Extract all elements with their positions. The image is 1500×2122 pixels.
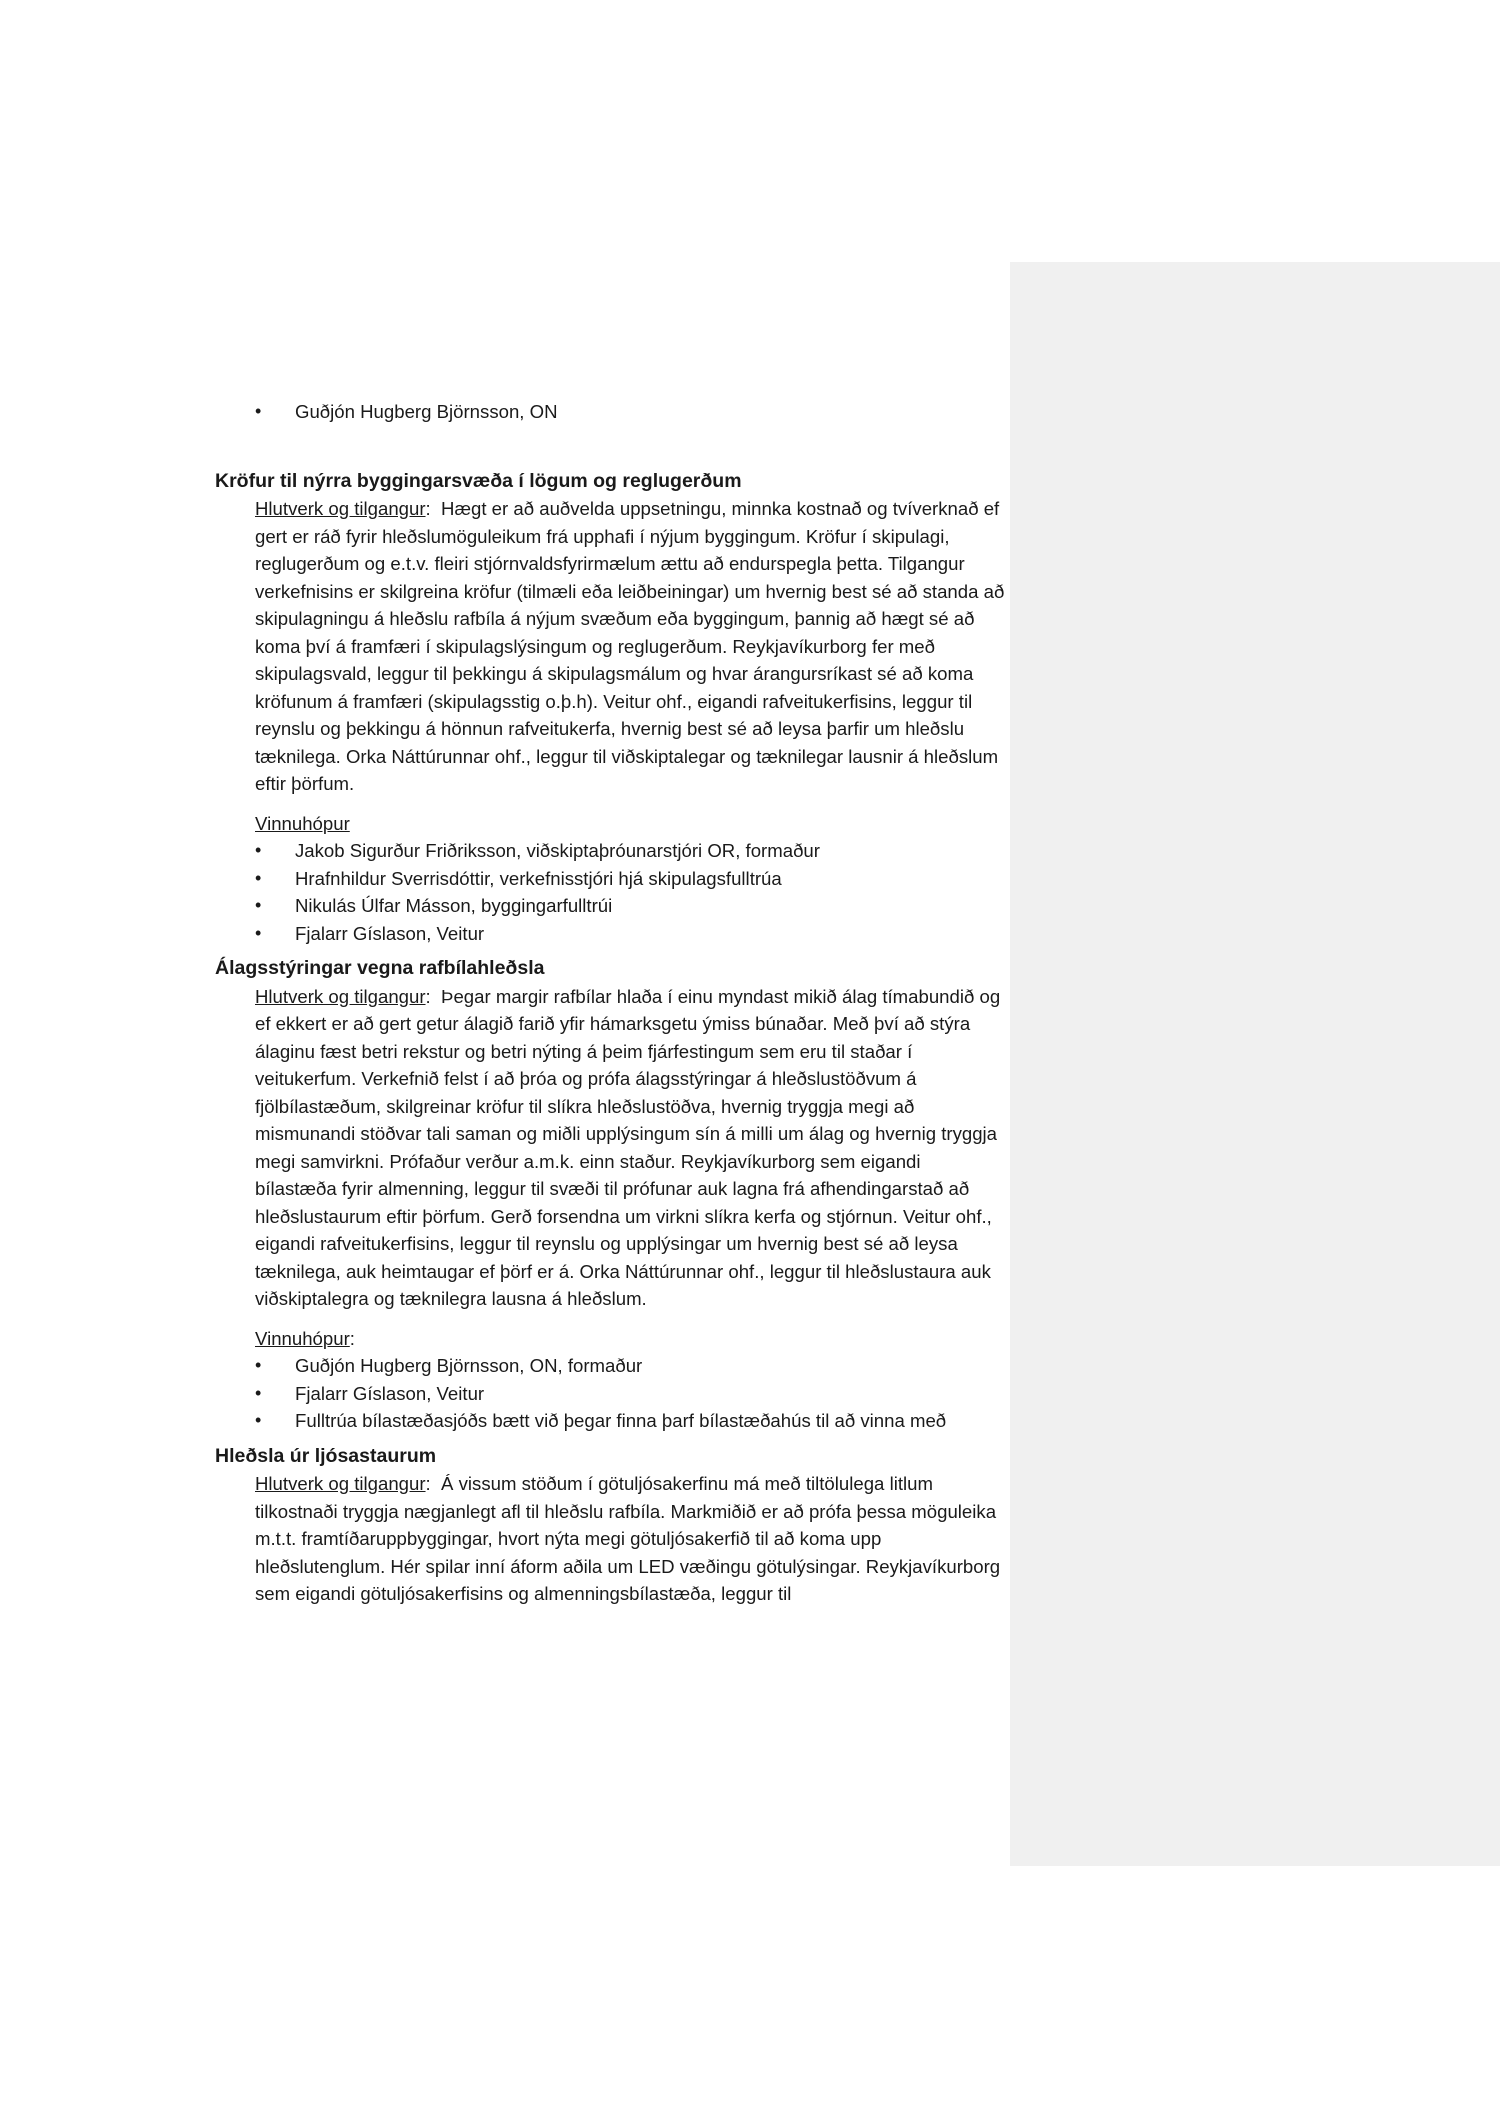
section-paragraph: Hlutverk og tilgangur: Þegar margir rafbílar hlaða í einu myndast mikið álag tímabundið og ef ekkert er að gert getur álagið farið yfir hámarksgetu ýmiss búnaðar. Með því að stýra álaginu fæst betri rekstur og betri nýting á þeim fjárfestingum sem eru til staðar í veitukerfum. Verkefnið felst í að þróa og prófa álagsstýringar á hleðslustöðvum á fjölbílastæðum, skilgreinar kröfur til slíkra hleðslustöðva, hvernig tryggja megi að mismunandi stöðvar tali saman og miðli upplýsingum sín á milli um álag og hvernig tryggja megi samvirkni. Prófaður verður a.m.k. einn staður. Reykjavíkurborg sem eigandi bílastæða fyrir almenning, leggur til svæði til prófunar auk lagna frá afhendingarstað að hleðslustaurum eftir þörfum. Gerð forsendna um virkni slíkra kerfa og stjórnun. Veitur ohf., eigandi rafveitukerfisins, leggur til reynslu og upplýsingar um hvernig best sé að leysa tæknilega, auk heimtaugar ef þörf er á. Orka Náttúrunnar ohf., leggur til hleðslustaura auk viðskiptalegra og tæknilegra lausna á hleðslum. bbox=[255, 985, 1001, 1309]
list-item: • Nikulás Úlfar Másson, byggingarfulltrúi bbox=[255, 892, 1005, 920]
bullet-icon: • bbox=[255, 401, 262, 421]
list-item: • Fjalarr Gíslason, Veitur bbox=[255, 1380, 1005, 1408]
section-paragraph: Hlutverk og tilgangur: Hægt er að auðvelda uppsetningu, minnka kostnað og tvíverknað ef gert er ráð fyrir hleðslumöguleikum frá upphafi í nýjum byggingum. Kröfur í skipulagi, reglugerðum og e.t.v. fleiri stjórnvaldsfyrirmælum ættu að endurspegla þetta. Tilgangur verkefnisins er skilgreina kröfur (tilmæli eða leiðbeiningar) um hvernig best sé að standa að skipulagningu á hleðslu rafbíla á nýjum svæðum eða byggingum, þannig að hægt sé að koma því á framfæri í skipulagslýsingum og reglugerðum. Reykjavíkurborg fer með skipulagsvald, leggur til þekkingu á skipulagsmálum og hvar árangursríkast sé að koma kröfunum á framfæri (skipulagsstig o.þ.h). Veitur ohf., eigandi rafveitukerfisins, leggur til reynslu og þekkingu á hönnun rafveitukerfa, hvernig best sé að leysa þarfir um hleðslu tæknilega. Orka Náttúrunnar ohf., leggur til viðskiptalegar og tæknilegar lausnir á hleðslum eftir þörfum. bbox=[255, 498, 1005, 794]
paragraph-text: Á vissum stöðum í götuljósakerfinu má með tiltölulega litlum tilkostnaði tryggja nægjanlegt afl til hleðslu rafbíla. Markmiðið er að prófa þessa möguleika m.t.t. framtíðaruppbyggingar, hvort nýta megi götuljósakerfið til að koma upp hleðslutenglum. Hér spilar inní áform aðila um LED væðingu götulýsingar. Reykjavíkurborg sem eigandi götuljósakerfisins og almenningsbílastæða, leggur til bbox=[255, 1473, 1001, 1604]
bullet-icon: • bbox=[255, 895, 262, 915]
paragraph-text: Þegar margir rafbílar hlaða í einu myndast mikið álag tímabundið og ef ekkert er að gert getur álagið farið yfir hámarksgetu ýmiss búnaðar. Með því að stýra álaginu fæst betri rekstur og betri nýting á þeim fjárfestingum sem eru til staðar í veitukerfum. Verkefnið felst í að þróa og prófa álagsstýringar á hleðslustöðvum á fjölbílastæðum, skilgreinar kröfur til slíkra hleðslustöðva, hvernig tryggja megi að mismunandi stöðvar tali saman og miðli upplýsingum sín á milli um álag og hvernig tryggja megi samvirkni. Prófaður verður a.m.k. einn staður. Reykjavíkurborg sem eigandi bílastæða fyrir almenning, leggur til svæði til prófunar auk lagna frá afhendingarstað að hleðslustaurum eftir þörfum. Gerð forsendna um virkni slíkra kerfa og stjórnun. Veitur ohf., eigandi rafveitukerfisins, leggur til reynslu og upplýsingar um hvernig best sé að leysa tæknilega, auk heimtaugar ef þörf er á. Orka Náttúrunnar ohf., leggur til hleðslustaura auk viðskiptalegra og tæknilegra lausna á hleðslum. bbox=[255, 985, 1001, 1309]
section bbox=[215, 955, 1005, 1435]
bullet-icon: • bbox=[255, 1382, 262, 1403]
section bbox=[215, 468, 1005, 948]
list-item: • Hrafnhildur Sverrisdóttir, verkefnisstjóri hjá skipulagsfulltrúa bbox=[255, 865, 1005, 893]
bullet-icon: • bbox=[255, 922, 262, 943]
comment-pane bbox=[1010, 262, 1500, 1866]
section-title: Hleðsla úr ljósastaurum bbox=[215, 1444, 437, 1467]
bullet-icon: • bbox=[255, 840, 262, 860]
section-title: Álagsstýringar vegna rafbílahleðsla bbox=[215, 957, 545, 979]
lead-label: Hlutverk og tilgangur bbox=[255, 1473, 426, 1494]
bullet-icon: • bbox=[255, 1355, 262, 1375]
member-list bbox=[215, 1352, 1005, 1435]
document-body bbox=[215, 398, 1005, 1608]
section bbox=[215, 1443, 1005, 1608]
group-label: Vinnuhópur: bbox=[255, 1327, 355, 1349]
bullet-icon: • bbox=[255, 1410, 262, 1430]
lead-label: Hlutverk og tilgangur bbox=[255, 498, 426, 519]
bullet-icon: • bbox=[255, 867, 262, 888]
list-item: • Fjalarr Gíslason, Veitur bbox=[255, 920, 1005, 948]
top-bullet-list bbox=[215, 398, 1005, 426]
group-label: Vinnuhópur bbox=[255, 812, 350, 834]
list-item: • Guðjón Hugberg Björnsson, ON, formaður bbox=[255, 1352, 1005, 1380]
section-paragraph: Hlutverk og tilgangur: Á vissum stöðum í götuljósakerfinu má með tiltölulega litlum tilkostnaði tryggja nægjanlegt afl til hleðslu rafbíla. Markmiðið er að prófa þessa möguleika m.t.t. framtíðaruppbyggingar, hvort nýta megi götuljósakerfið til að koma upp hleðslutenglum. Hér spilar inní áform aðila um LED væðingu götulýsingar. Reykjavíkurborg sem eigandi götuljósakerfisins og almenningsbílastæða, leggur til bbox=[255, 1473, 1001, 1604]
list-item: • Fulltrúa bílastæðasjóðs bætt við þegar finna þarf bílastæðahús til að vinna með bbox=[255, 1407, 1005, 1435]
list-item: • Guðjón Hugberg Björnsson, ON bbox=[255, 398, 1005, 426]
list-item: • Jakob Sigurður Friðriksson, viðskiptaþróunarstjóri OR, formaður bbox=[255, 837, 1005, 865]
lead-label: Hlutverk og tilgangur bbox=[255, 985, 426, 1007]
paragraph-text: Hægt er að auðvelda uppsetningu, minnka kostnað og tvíverknað ef gert er ráð fyrir hleðslumöguleikum frá upphafi í nýjum byggingum. Kröfur í skipulagi, reglugerðum og e.t.v. fleiri stjórnvaldsfyrirmælum ættu að endurspegla þetta. Tilgangur verkefnisins er skilgreina kröfur (tilmæli eða leiðbeiningar) um hvernig best sé að standa að skipulagningu á hleðslu rafbíla á nýjum svæðum eða byggingum, þannig að hægt sé að koma því á framfæri í skipulagslýsingum og reglugerðum. Reykjavíkurborg fer með skipulagsvald, leggur til þekkingu á skipulagsmálum og hvar árangursríkast sé að koma kröfunum á framfæri (skipulagsstig o.þ.h). Veitur ohf., eigandi rafveitukerfisins, leggur til reynslu og þekkingu á hönnun rafveitukerfa, hvernig best sé að leysa þarfir um hleðslu tæknilega. Orka Náttúrunnar ohf., leggur til viðskiptalegar og tæknilegar lausnir á hleðslum eftir þörfum. bbox=[255, 498, 1005, 794]
section-title: Kröfur til nýrra byggingarsvæða í lögum og reglugerðum bbox=[215, 469, 742, 492]
member-list bbox=[215, 837, 1005, 947]
